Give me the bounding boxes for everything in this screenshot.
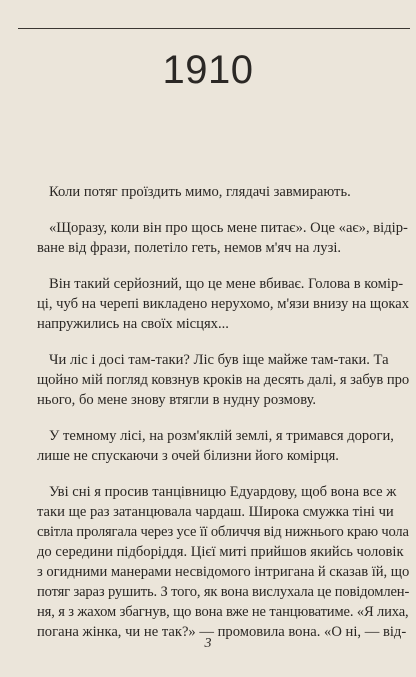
text-line: ване від фрази, полетіло геть, немов м'яч на лузі. bbox=[37, 240, 342, 256]
text-line: погана жінка, чи не так?» — промовила вона. «О ні, — від- bbox=[37, 624, 407, 640]
text-line: світла пролягала через усе її обличчя від нижнього краю чола bbox=[37, 524, 409, 540]
paragraph-5 bbox=[37, 426, 409, 466]
page-number: 3 bbox=[204, 636, 212, 651]
text-line: з огидними манерами несвідомого інтригана й сказав їй, що bbox=[37, 564, 410, 580]
text-line: Чи ліс і досі там-таки? Ліс був іще майже там-таки. Та bbox=[49, 352, 389, 368]
paragraph-4 bbox=[37, 350, 409, 410]
text-line: нього, бо мене знову втягли в нудну розмову. bbox=[37, 392, 317, 408]
text-line: щойно мій погляд ковзнув кроків на десять далі, я забув про bbox=[37, 372, 410, 388]
text-line: У темному лісі, на розм'яклій землі, я тримався дороги, bbox=[49, 428, 394, 444]
paragraph-2 bbox=[37, 218, 409, 258]
paragraph-3 bbox=[37, 274, 409, 334]
text-line: Коли потяг проїздить мимо, глядачі завмирають. bbox=[49, 184, 351, 200]
text-line: до середини підборіддя. Цієї миті прийшов якийсь чоловік bbox=[37, 544, 404, 560]
chapter-title: 1910 bbox=[162, 48, 254, 92]
text-line: таки ще раз затанцювала чардаш. Широка смужка тіні чи bbox=[37, 504, 394, 520]
text-line: ня, я з жахом збагнув, що вона вже не танцюватиме. «Я лиха, bbox=[37, 604, 409, 620]
text-line: «Щоразу, коли він про щось мене питає». Оце «ає», відір- bbox=[49, 220, 408, 236]
paragraph-6 bbox=[37, 482, 409, 642]
header-rule bbox=[18, 28, 410, 29]
paragraph-1 bbox=[37, 182, 409, 202]
text-line: Він такий серйозний, що це мене вбиває. Голова в комір- bbox=[49, 276, 404, 292]
body-text bbox=[37, 182, 409, 642]
text-line: Уві сні я просив танцівницю Едуардову, щоб вона все ж bbox=[49, 484, 397, 500]
text-line: напружились на своїх місцях... bbox=[37, 316, 229, 332]
text-line: ці, чуб на черепі викладено нерухомо, м'язи внизу на щоках bbox=[37, 296, 410, 312]
text-line: лише не спускаючи з очей білизни його комірця. bbox=[37, 448, 339, 464]
text-line: потяг зараз рушить. З того, як вона вислухала це повідомлен- bbox=[37, 584, 410, 600]
